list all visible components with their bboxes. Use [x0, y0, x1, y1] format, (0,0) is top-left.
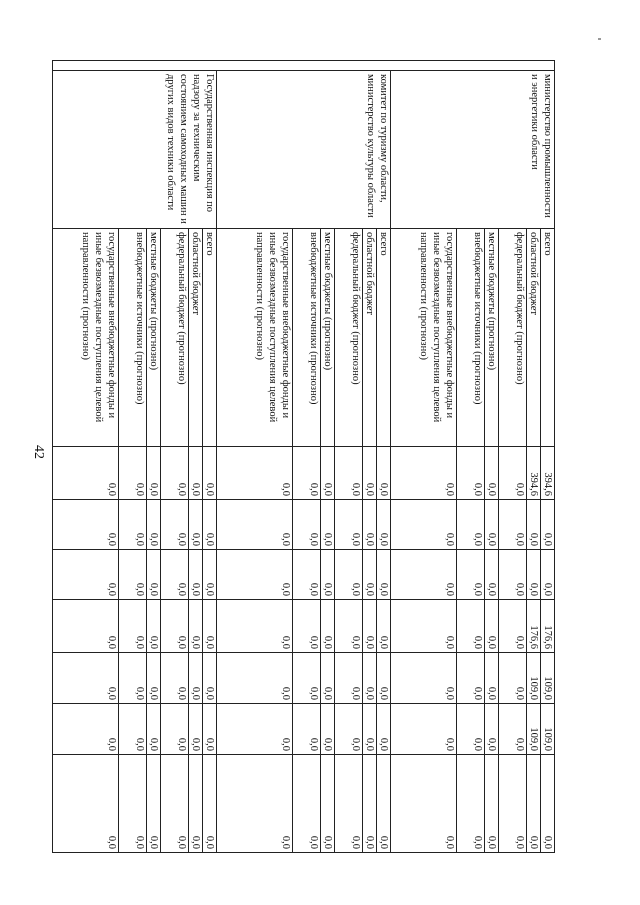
value-cell: 176,6	[527, 600, 541, 653]
value-cell: 0,0	[217, 755, 293, 853]
value-cell: 0,0	[189, 550, 203, 600]
value-cell: 0,0	[293, 755, 321, 853]
value-cell: 0,0	[499, 755, 527, 853]
source-cell: областной бюджет	[363, 229, 377, 447]
value-cell: 0,0	[161, 755, 189, 853]
value-cell: 0,0	[335, 653, 363, 704]
value-cell: 0,0	[541, 550, 555, 600]
value-cell: 0,0	[363, 755, 377, 853]
value-cell: 0,0	[189, 500, 203, 550]
value-cell: 0,0	[391, 653, 457, 704]
page-number: 42	[31, 445, 46, 459]
value-cell: 0,0	[119, 704, 147, 755]
value-cell: 0,0	[335, 600, 363, 653]
source-cell: федеральный бюджет (прогнозно)	[335, 229, 363, 447]
value-cell: 0,0	[217, 704, 293, 755]
value-cell: 176,6	[541, 600, 555, 653]
value-cell: 0,0	[203, 704, 217, 755]
value-cell: 0,0	[321, 447, 335, 500]
value-cell: 0,0	[293, 500, 321, 550]
source-cell: областной бюджет	[189, 229, 203, 447]
value-cell: 0,0	[377, 550, 391, 600]
value-cell: 0,0	[203, 500, 217, 550]
value-cell: 0,0	[541, 755, 555, 853]
value-cell: 109,0	[541, 704, 555, 755]
value-cell: 0,0	[53, 653, 119, 704]
organization-cell: Государственная инспекция по надзору за техническим состоянием самоходных машин и других видов техники области	[53, 71, 217, 229]
value-cell: 394,6	[527, 447, 541, 500]
value-cell: 0,0	[217, 653, 293, 704]
value-cell: 0,0	[147, 653, 161, 704]
value-cell: 0,0	[485, 653, 499, 704]
value-cell: 0,0	[377, 653, 391, 704]
value-cell: 0,0	[293, 600, 321, 653]
value-cell: 0,0	[189, 600, 203, 653]
value-cell: 0,0	[457, 704, 485, 755]
value-cell: 0,0	[161, 704, 189, 755]
value-cell: 0,0	[119, 600, 147, 653]
value-cell: 0,0	[161, 653, 189, 704]
source-cell: федеральный бюджет (прогнозно)	[499, 229, 527, 447]
value-cell: 0,0	[321, 704, 335, 755]
blank-column	[53, 61, 555, 71]
value-cell: 0,0	[499, 600, 527, 653]
value-cell: 109,0	[527, 653, 541, 704]
value-cell: 0,0	[457, 653, 485, 704]
value-cell: 0,0	[161, 600, 189, 653]
value-cell: 0,0	[391, 500, 457, 550]
value-cell: 0,0	[485, 447, 499, 500]
organization-cell: комитет по туризму области, министерство культуры области	[217, 71, 391, 229]
value-cell: 0,0	[391, 600, 457, 653]
value-cell: 0,0	[119, 653, 147, 704]
value-cell: 109,0	[527, 704, 541, 755]
source-cell: внебюджетные источники (прогнозно)	[119, 229, 147, 447]
source-cell: местные бюджеты (прогнозно)	[485, 229, 499, 447]
table-row	[203, 61, 217, 853]
value-cell: 0,0	[457, 447, 485, 500]
value-cell: 0,0	[53, 500, 119, 550]
value-cell: 0,0	[189, 755, 203, 853]
value-cell: 0,0	[377, 447, 391, 500]
value-cell: 0,0	[499, 704, 527, 755]
value-cell: 0,0	[457, 600, 485, 653]
value-cell: 0,0	[217, 600, 293, 653]
value-cell: 0,0	[119, 447, 147, 500]
value-cell: 0,0	[499, 550, 527, 600]
value-cell: 0,0	[335, 755, 363, 853]
value-cell: 0,0	[391, 550, 457, 600]
value-cell: 0,0	[147, 704, 161, 755]
value-cell: 0,0	[363, 653, 377, 704]
value-cell: 0,0	[377, 755, 391, 853]
value-cell: 0,0	[391, 704, 457, 755]
value-cell: 0,0	[363, 447, 377, 500]
value-cell: 0,0	[335, 500, 363, 550]
value-cell: 0,0	[119, 755, 147, 853]
value-cell: 0,0	[457, 550, 485, 600]
value-cell: 0,0	[293, 653, 321, 704]
value-cell: 0,0	[321, 600, 335, 653]
value-cell: 0,0	[335, 704, 363, 755]
value-cell: 0,0	[499, 653, 527, 704]
value-cell: 0,0	[161, 447, 189, 500]
value-cell: 0,0	[363, 704, 377, 755]
source-cell: государственные внебюджетные фонды и иные безвозмездные поступления целевой направленности (прогнозно)	[217, 229, 293, 447]
value-cell: 0,0	[53, 704, 119, 755]
value-cell: 0,0	[161, 500, 189, 550]
value-cell: 0,0	[203, 600, 217, 653]
value-cell: 0,0	[485, 755, 499, 853]
budget-table	[52, 60, 555, 853]
source-cell: всего	[541, 229, 555, 447]
value-cell: 0,0	[527, 550, 541, 600]
value-cell: 0,0	[391, 447, 457, 500]
value-cell: 0,0	[377, 600, 391, 653]
value-cell: 0,0	[321, 550, 335, 600]
table-row	[377, 61, 391, 853]
value-cell: 0,0	[499, 447, 527, 500]
value-cell: 109,0	[541, 653, 555, 704]
table-row	[541, 61, 555, 853]
source-cell: всего	[377, 229, 391, 447]
value-cell: 0,0	[321, 500, 335, 550]
value-cell: 0,0	[217, 447, 293, 500]
value-cell: 0,0	[335, 550, 363, 600]
value-cell: 0,0	[499, 500, 527, 550]
value-cell: 394,6	[541, 447, 555, 500]
value-cell: 0,0	[293, 447, 321, 500]
value-cell: 0,0	[391, 755, 457, 853]
value-cell: 0,0	[457, 755, 485, 853]
value-cell: 0,0	[147, 550, 161, 600]
value-cell: 0,0	[119, 500, 147, 550]
source-cell: государственные внебюджетные фонды и иные безвозмездные поступления целевой направленности (прогнозно)	[391, 229, 457, 447]
value-cell: 0,0	[53, 550, 119, 600]
value-cell: 0,0	[189, 704, 203, 755]
value-cell: 0,0	[119, 550, 147, 600]
source-cell: федеральный бюджет (прогнозно)	[161, 229, 189, 447]
value-cell: 0,0	[321, 755, 335, 853]
value-cell: 0,0	[527, 755, 541, 853]
value-cell: 0,0	[335, 447, 363, 500]
source-cell: внебюджетные источники (прогнозно)	[457, 229, 485, 447]
value-cell: 0,0	[377, 704, 391, 755]
value-cell: 0,0	[293, 704, 321, 755]
value-cell: 0,0	[363, 550, 377, 600]
value-cell: 0,0	[541, 500, 555, 550]
source-cell: областной бюджет	[527, 229, 541, 447]
value-cell: 0,0	[217, 550, 293, 600]
value-cell: 0,0	[485, 500, 499, 550]
source-cell: местные бюджеты (прогнозно)	[147, 229, 161, 447]
value-cell: 0,0	[53, 600, 119, 653]
scan-mark	[598, 38, 601, 40]
value-cell: 0,0	[203, 755, 217, 853]
value-cell: 0,0	[53, 755, 119, 853]
value-cell: 0,0	[147, 600, 161, 653]
value-cell: 0,0	[363, 600, 377, 653]
value-cell: 0,0	[147, 755, 161, 853]
value-cell: 0,0	[363, 500, 377, 550]
value-cell: 0,0	[53, 447, 119, 500]
table-container	[80, 60, 555, 852]
value-cell: 0,0	[377, 500, 391, 550]
value-cell: 0,0	[217, 500, 293, 550]
source-cell: местные бюджеты (прогнозно)	[321, 229, 335, 447]
source-cell: всего	[203, 229, 217, 447]
value-cell: 0,0	[527, 500, 541, 550]
value-cell: 0,0	[293, 550, 321, 600]
value-cell: 0,0	[321, 653, 335, 704]
value-cell: 0,0	[203, 550, 217, 600]
value-cell: 0,0	[485, 600, 499, 653]
value-cell: 0,0	[203, 447, 217, 500]
value-cell: 0,0	[457, 500, 485, 550]
value-cell: 0,0	[203, 653, 217, 704]
source-cell: государственные внебюджетные фонды и иные безвозмездные поступления целевой направленности (прогнозно)	[53, 229, 119, 447]
value-cell: 0,0	[189, 653, 203, 704]
value-cell: 0,0	[147, 500, 161, 550]
value-cell: 0,0	[161, 550, 189, 600]
value-cell: 0,0	[147, 447, 161, 500]
value-cell: 0,0	[189, 447, 203, 500]
value-cell: 0,0	[485, 550, 499, 600]
organization-cell: министерство промышленности и энергетики области	[391, 71, 555, 229]
source-cell: внебюджетные источники (прогнозно)	[293, 229, 321, 447]
value-cell: 0,0	[485, 704, 499, 755]
